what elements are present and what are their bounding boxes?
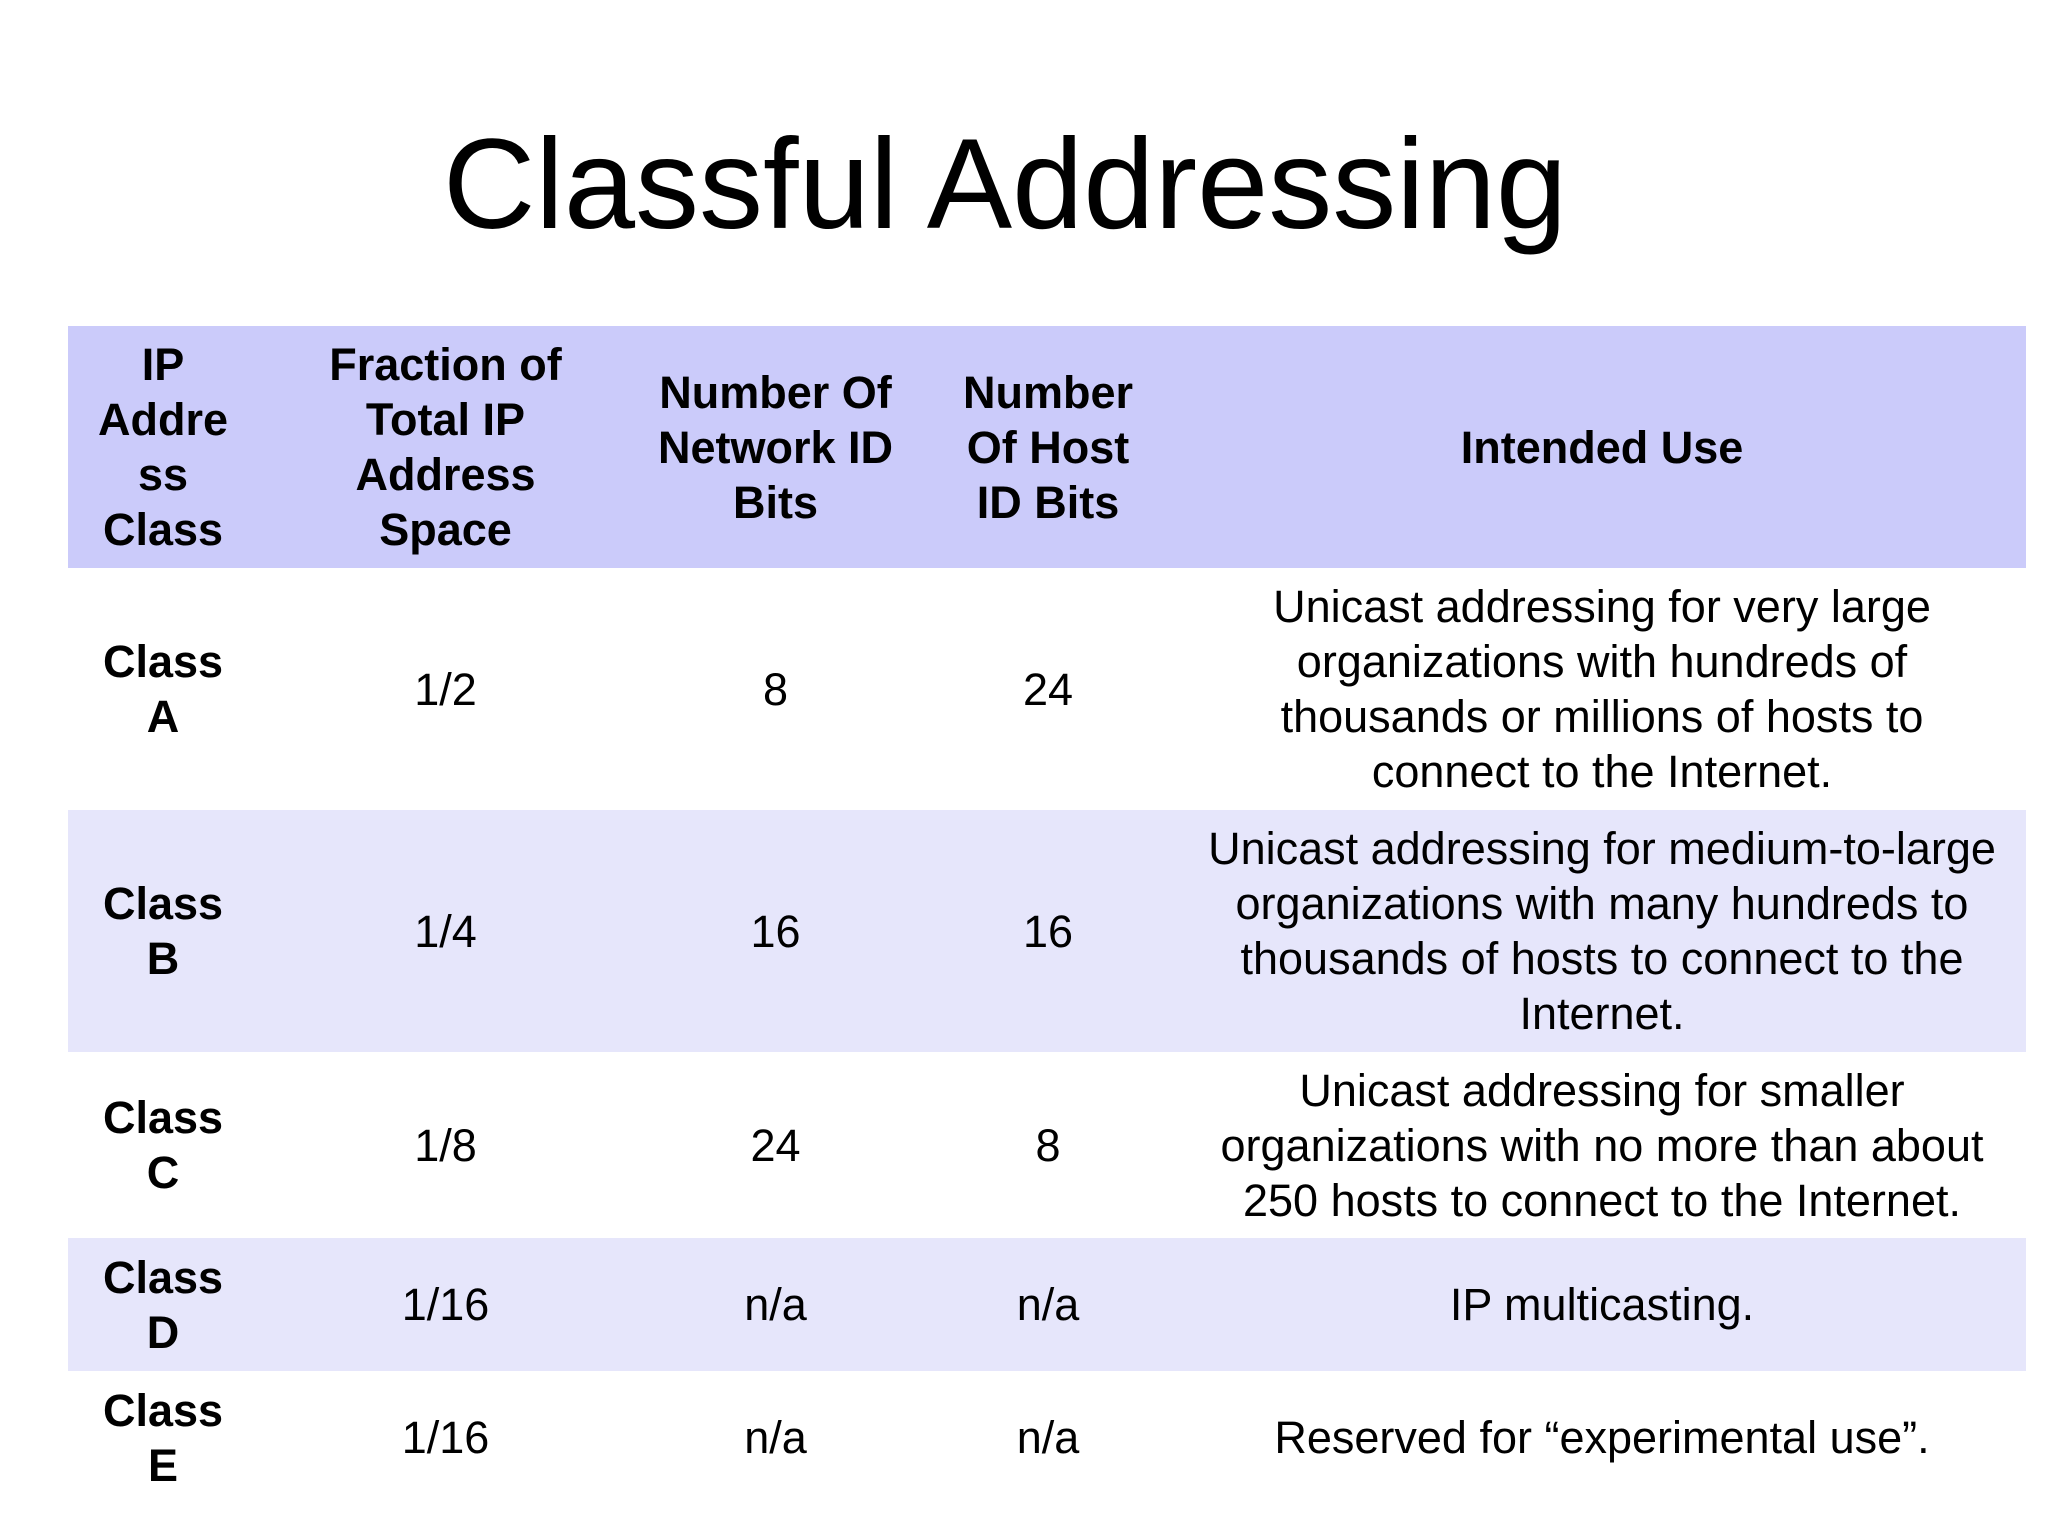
class-cell: Class A	[102, 636, 224, 742]
network-bits-cell: 8	[762, 663, 789, 715]
header-fraction-of-address-space: Fraction of Total IP Address Space	[329, 339, 562, 555]
header-host-id-bits: Number Of Host ID Bits	[962, 366, 1134, 528]
class-cell: Class B	[102, 878, 224, 984]
network-bits-cell: n/a	[744, 1412, 807, 1463]
intended-use-cell: Unicast addressing for smaller organizations with no more than about 250 hosts to connect to the Internet.	[1220, 1064, 1984, 1226]
classful-addressing-table	[68, 326, 2026, 1504]
intended-use-cell: IP multicasting.	[1449, 1279, 1755, 1330]
network-bits-cell: 24	[750, 1119, 801, 1171]
header-network-id-bits: Number Of Network ID Bits	[657, 366, 894, 528]
intended-use-cell: Reserved for “experimental use”.	[1274, 1412, 1930, 1463]
table-row-class-c	[68, 1052, 2026, 1238]
slide-title: Classful Addressing	[442, 113, 1568, 256]
header-ip-address-class: IP Addre ss Class	[97, 339, 228, 555]
host-bits-cell: 8	[1035, 1119, 1061, 1171]
fraction-cell: 1/4	[414, 905, 477, 957]
host-bits-cell: 16	[1022, 905, 1074, 957]
host-bits-cell: n/a	[1016, 1279, 1080, 1330]
host-bits-cell: 24	[1022, 663, 1074, 715]
fraction-cell: 1/8	[414, 1119, 477, 1171]
table-row-class-d	[68, 1238, 2026, 1371]
table-row-class-a	[68, 568, 2026, 810]
fraction-cell: 1/16	[401, 1412, 490, 1463]
host-bits-cell: n/a	[1016, 1412, 1080, 1463]
intended-use-cell: Unicast addressing for very large organizations with hundreds of thousands or millions of hosts to connect to the Internet.	[1273, 581, 1931, 797]
header-intended-use: Intended Use	[1460, 421, 1744, 473]
network-bits-cell: n/a	[744, 1279, 807, 1330]
class-cell: Class C	[102, 1092, 224, 1198]
class-cell: Class E	[102, 1384, 224, 1491]
table-row-class-e	[68, 1371, 2026, 1504]
table-row-class-b	[68, 810, 2026, 1052]
class-cell: Class D	[102, 1251, 224, 1358]
fraction-cell: 1/16	[401, 1279, 490, 1330]
table-header-row	[68, 326, 2026, 568]
fraction-cell: 1/2	[414, 663, 477, 715]
intended-use-cell: Unicast addressing for medium-to-large organizations with many hundreds to thousands of hosts to connect to the Internet.	[1208, 823, 1996, 1039]
network-bits-cell: 16	[750, 905, 801, 957]
